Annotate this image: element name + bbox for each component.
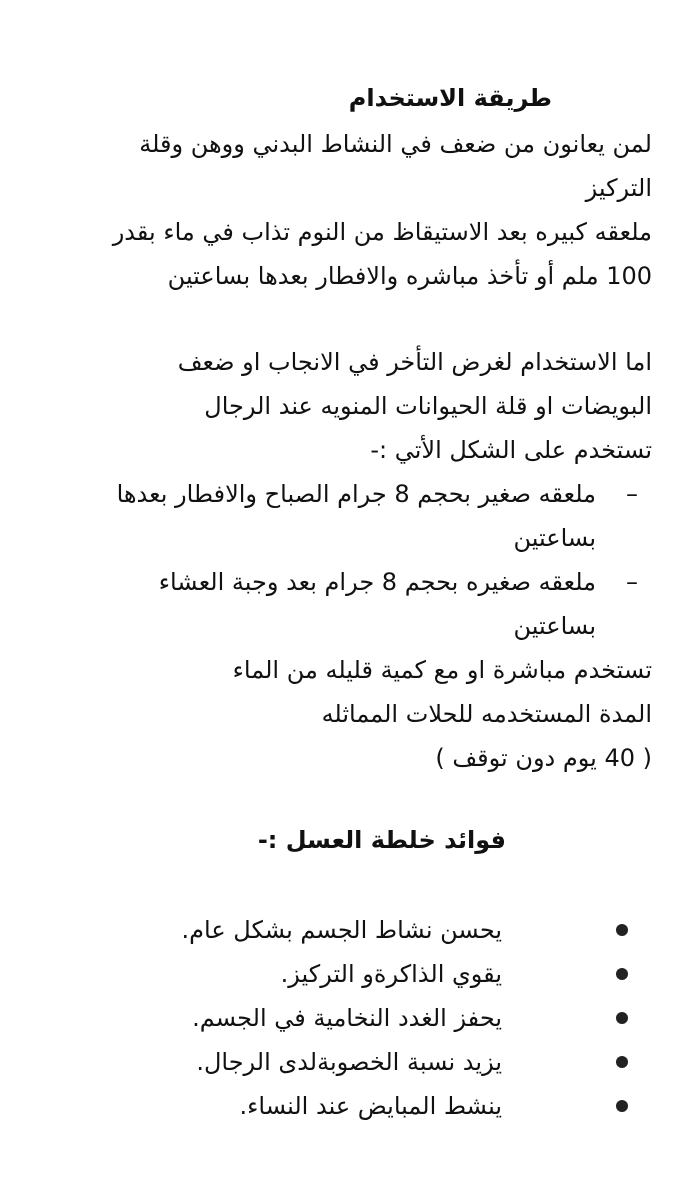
- duration-line: ( 40 يوم دون توقف ): [435, 744, 652, 772]
- dash-list-item: [40, 560, 652, 648]
- intro-line-3: ملعقه كبيره بعد الاستيقاظ من النوم تذاب في ماء بقدر: [112, 218, 652, 246]
- benefit-text: يحفز الغدد النخامية في الجسم.: [192, 1004, 502, 1032]
- bullet-dot-icon: [616, 1012, 628, 1024]
- dash-list-item: [40, 472, 652, 560]
- after-line-1: تستخدم مباشرة او مع كمية قليله من الماء: [232, 656, 652, 684]
- benefit-item: [42, 1084, 642, 1128]
- benefit-item: [42, 1040, 642, 1084]
- dash-item-line: ملعقه صغيره بحجم 8 جرام بعد وجبة العشاء: [158, 568, 596, 596]
- bullet-dot-icon: [616, 968, 628, 980]
- fertility-line-1: اما الاستخدام لغرض التأخر في الانجاب او ضعف: [177, 348, 652, 376]
- benefit-text: ينشط المبايض عند النساء.: [239, 1092, 502, 1120]
- benefits-title: فوائد خلطة العسل :-: [257, 826, 506, 854]
- dash-marker: –: [626, 480, 638, 508]
- intro-line-1: لمن يعانون من ضعف في النشاط البدني ووهن وقلة: [139, 130, 652, 158]
- intro-line-4: 100 ملم أو تأخذ مباشره والافطار بعدها بساعتين: [167, 262, 652, 290]
- bullet-dot-icon: [616, 924, 628, 936]
- fertility-line-3: تستخدم على الشكل الأتي :-: [370, 436, 652, 464]
- usage-title: طريقة الاستخدام: [348, 84, 552, 112]
- benefit-item: [42, 996, 642, 1040]
- dash-item-line: بساعتين: [513, 612, 596, 640]
- benefit-text: يحسن نشاط الجسم بشكل عام.: [181, 916, 502, 944]
- benefit-item: [42, 908, 642, 952]
- dash-item-line: بساعتين: [513, 524, 596, 552]
- benefit-text: يزيد نسبة الخصوبةلدى الرجال.: [196, 1048, 502, 1076]
- fertility-line-2: البويضات او قلة الحيوانات المنويه عند الرجال: [204, 392, 652, 420]
- intro-line-2: التركيز: [585, 174, 652, 202]
- bullet-dot-icon: [616, 1100, 628, 1112]
- dash-item-line: ملعقه صغير بحجم 8 جرام الصباح والافطار بعدها: [116, 480, 596, 508]
- benefit-item: [42, 952, 642, 996]
- bullet-dot-icon: [616, 1056, 628, 1068]
- after-line-2: المدة المستخدمه للحلات المماثله: [321, 700, 652, 728]
- benefit-text: يقوي الذاكرةو التركيز.: [280, 960, 502, 988]
- dash-marker: –: [626, 568, 638, 596]
